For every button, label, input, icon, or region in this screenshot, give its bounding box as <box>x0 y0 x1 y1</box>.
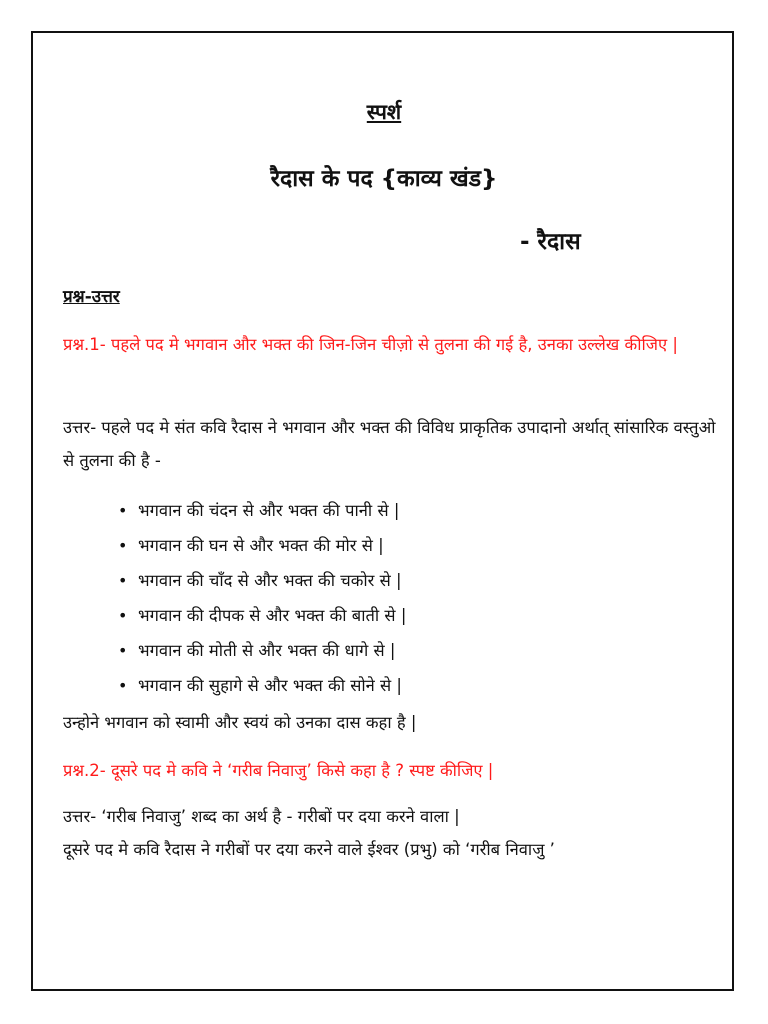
list-item: • भगवान की चंदन से और भक्त की पानी से | <box>118 497 678 532</box>
book-title: स्पर्श <box>366 100 402 124</box>
question-1: प्रश्न.1- पहले पद मे भगवान और भक्त की जिन-जिन चीज़ो से तुलना की गई है, उनका उल्लेख कीजिए | <box>63 335 678 354</box>
answer-2-line-1: उत्तर- ‘गरीब निवाजु’ शब्द का अर्थ है - गरीबों पर दया करने वाला | <box>63 807 460 826</box>
chapter-title: रैदास के पद {काव्य खंड} <box>270 166 498 192</box>
author-name: - रैदास <box>520 229 581 255</box>
answer-2-line-2: दूसरे पद मे कवि रैदास ने गरीबों पर दया करने वाले ईश्वर (प्रभु) को ‘गरीब निवाजु ’ <box>63 840 555 859</box>
list-item: • भगवान की सुहागे से और भक्त की सोने से | <box>118 672 678 707</box>
list-item: • भगवान की मोती से और भक्त की धागे से | <box>118 637 678 672</box>
comparison-list <box>118 497 678 707</box>
section-heading: प्रश्न-उत्तर <box>63 287 120 307</box>
answer-1-intro: उत्तर- पहले पद मे संत कवि रैदास ने भगवान और भक्त की विविध प्राकृतिक उपादानो अर्थात् सांसारिक वस्तुओ से तुलना की है - <box>63 418 716 470</box>
list-item: • भगवान की दीपक से और भक्त की बाती से | <box>118 602 678 637</box>
answer-2 <box>63 800 723 866</box>
list-item: • भगवान की घन से और भक्त की मोर से | <box>118 532 678 567</box>
question-2: प्रश्न.2- दूसरे पद मे कवि ने ‘गरीब निवाजु’ किसे कहा है ? स्पष्ट कीजिए | <box>63 761 494 780</box>
list-item: • भगवान की चाँद से और भक्त की चकोर से | <box>118 567 678 602</box>
answer-1-closing: उन्होने भगवान को स्वामी और स्वयं को उनका दास कहा है | <box>63 713 417 732</box>
